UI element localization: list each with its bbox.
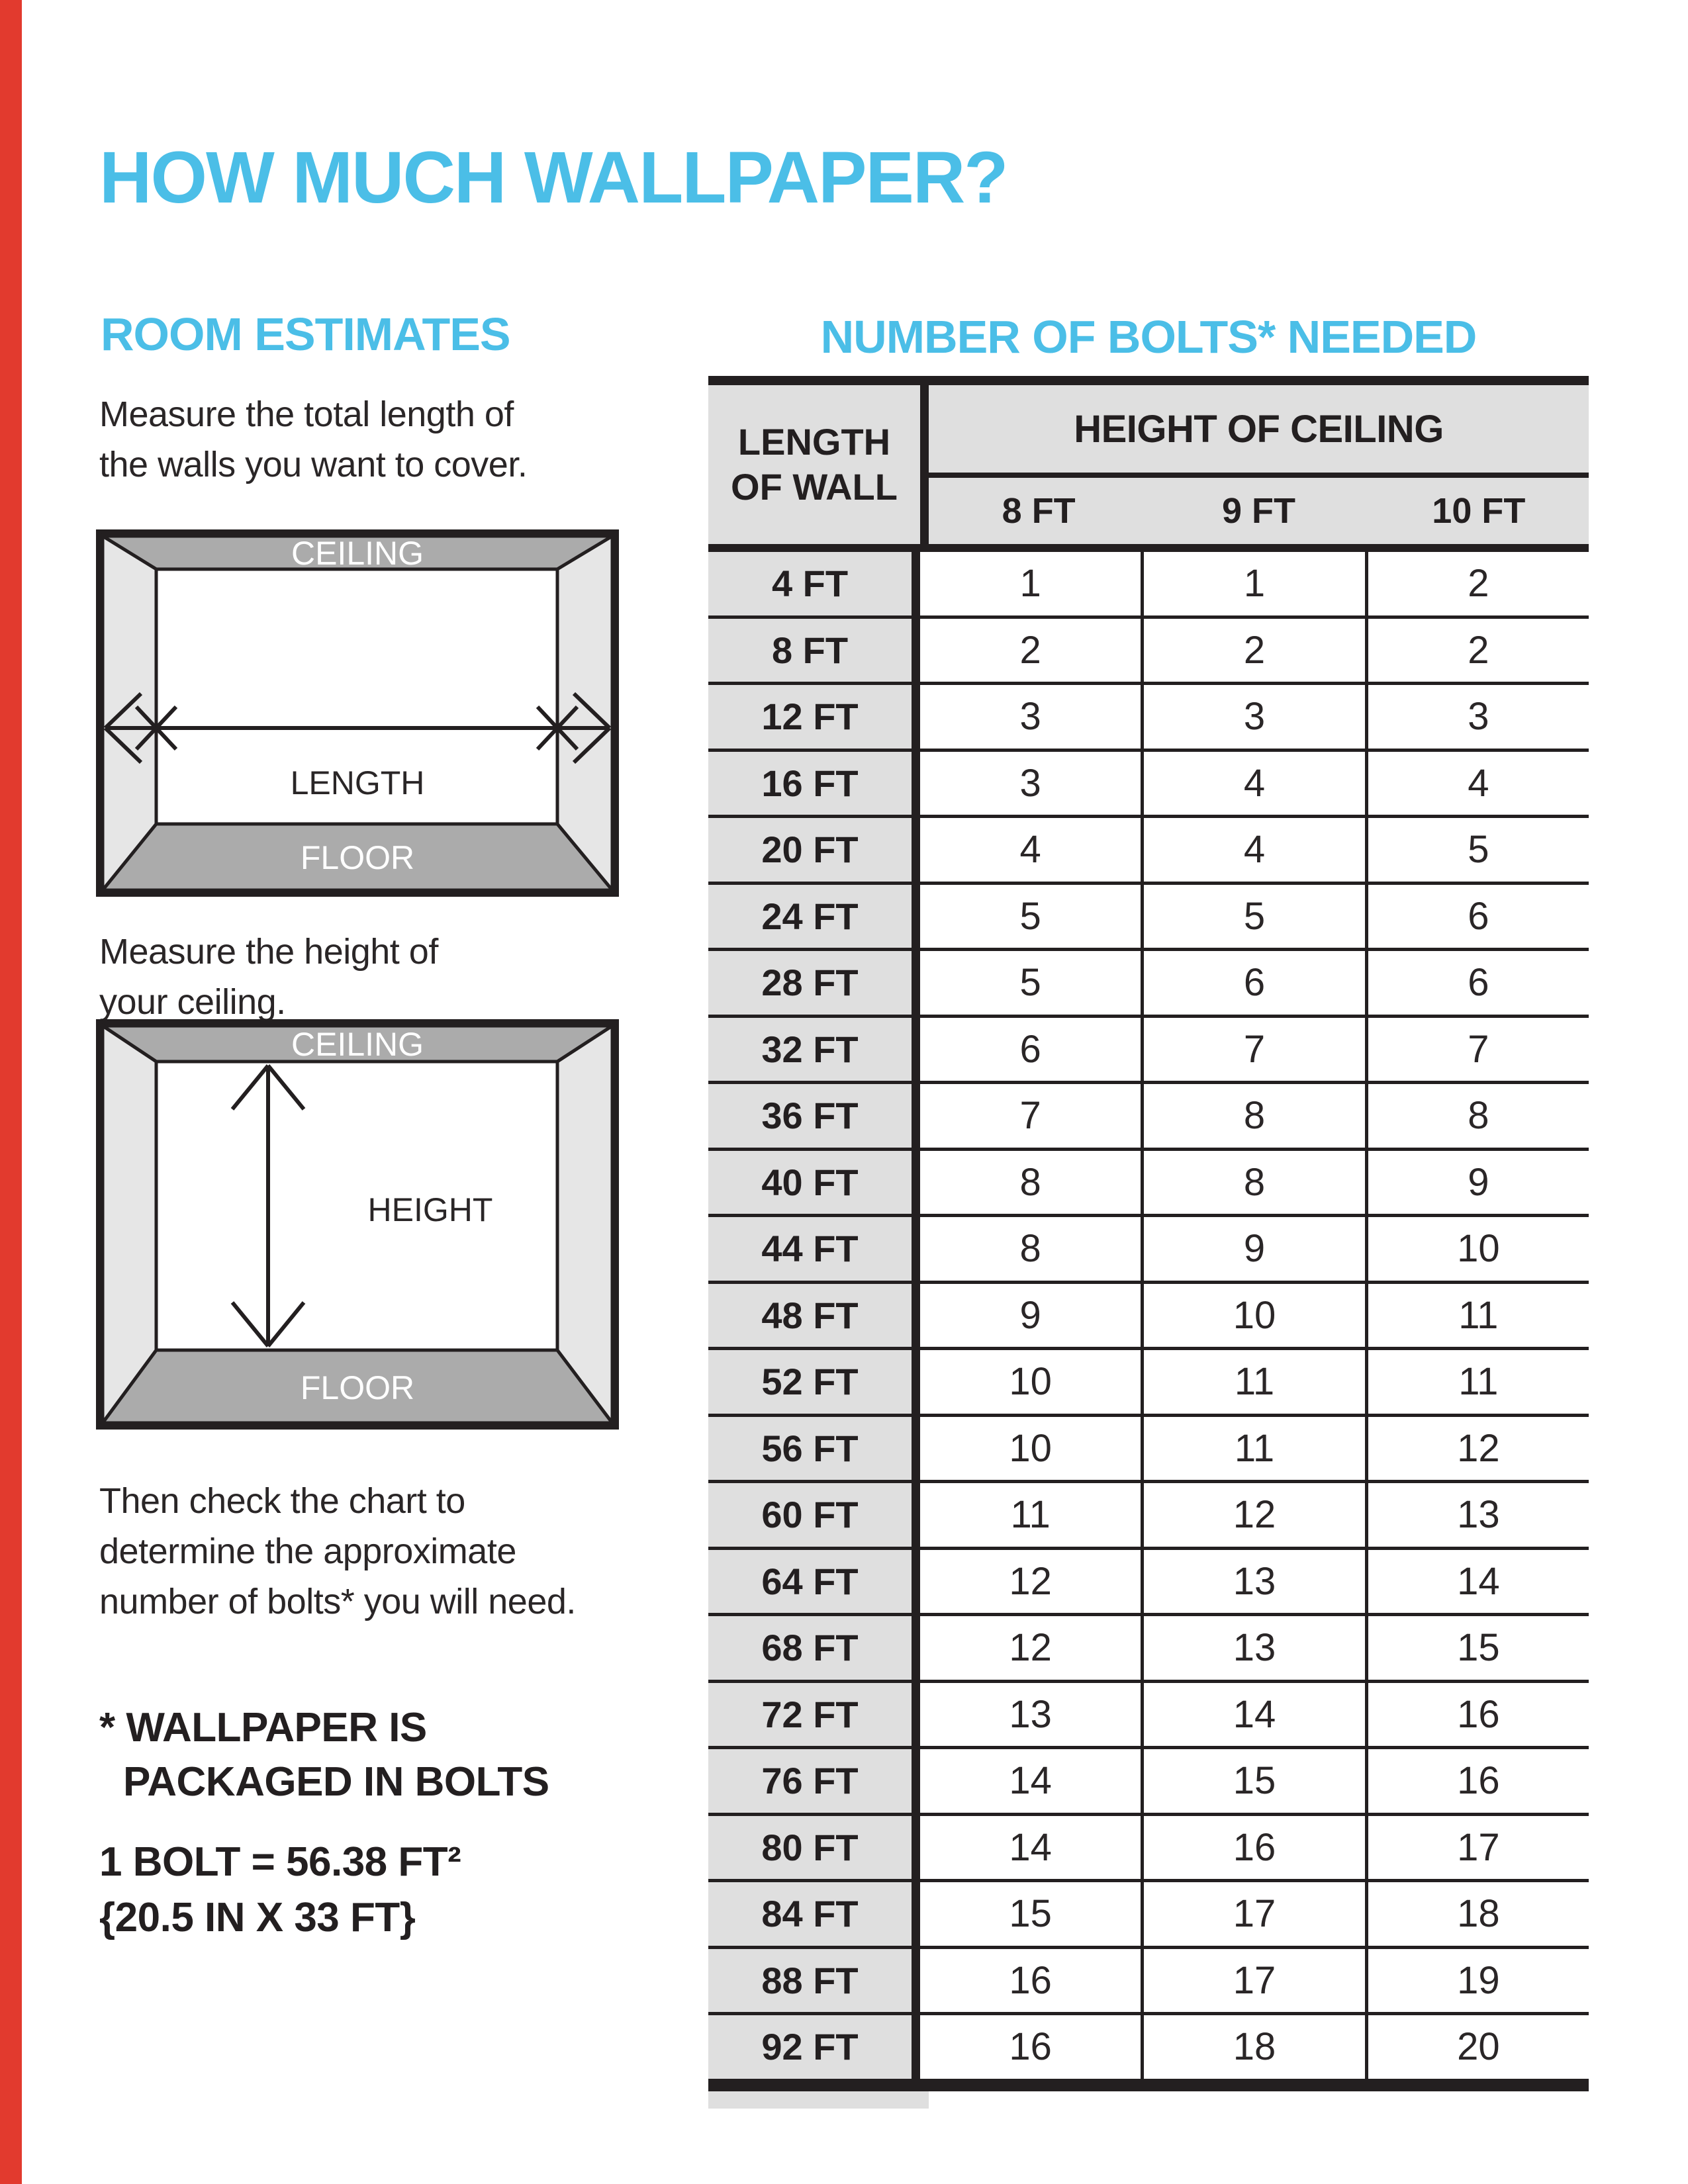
- cell-8ft: 6: [1019, 1027, 1041, 1071]
- cell-8ft: 7: [1019, 1094, 1041, 1138]
- table-row: [708, 1882, 1589, 1949]
- cell-8ft: 3: [1019, 761, 1041, 805]
- cell-10ft: 11: [1365, 1350, 1589, 1414]
- cell-8ft: 9: [1019, 1293, 1041, 1337]
- row-wall-label: 40 FT: [708, 1151, 920, 1214]
- table-row: [708, 1949, 1589, 2016]
- row-wall-label: 52 FT: [708, 1350, 920, 1414]
- table-row: [708, 1350, 1589, 1417]
- table-row: [708, 818, 1589, 885]
- col-header-10ft: 10 FT: [1432, 491, 1526, 531]
- cell-8ft: 5: [1019, 961, 1041, 1005]
- bolt-size-line: 1 BOLT = 56.38 FT²: [99, 1839, 461, 1885]
- cell-10ft: 3: [1365, 685, 1589, 749]
- row-wall-label: 76 FT: [708, 1749, 920, 1813]
- cell-9ft: 18: [1141, 2015, 1364, 2079]
- cell-10ft: 19: [1365, 1949, 1589, 2013]
- bolts-needed-heading: NUMBER OF BOLTS* NEEDED: [820, 311, 1477, 363]
- right-wall: [557, 1026, 612, 1423]
- table-row: [708, 1417, 1589, 1484]
- cell-9ft: 11: [1141, 1417, 1364, 1480]
- footnote-line: * WALLPAPER IS: [99, 1705, 427, 1751]
- cell-8ft: 14: [1009, 1759, 1052, 1803]
- instruction-line: Measure the total length of: [99, 394, 514, 434]
- instruction-line: determine the approximate: [99, 1531, 516, 1571]
- cell-10ft: 7: [1365, 1018, 1589, 1081]
- table-row: [708, 1284, 1589, 1351]
- row-wall-label: 20 FT: [708, 818, 920, 882]
- table-row: [708, 1151, 1589, 1218]
- cell-9ft: 7: [1141, 1018, 1364, 1081]
- table-bottom-bar: [708, 2082, 1589, 2091]
- cell-9ft: 2: [1141, 619, 1364, 682]
- cell-9ft: 1: [1141, 552, 1364, 615]
- cell-9ft: 4: [1141, 752, 1364, 815]
- instruction-line: Then check the chart to: [99, 1481, 465, 1521]
- table-row: [708, 951, 1589, 1018]
- left-column-stub: [708, 2091, 929, 2109]
- cell-8ft: 8: [1019, 1160, 1041, 1204]
- cell-8ft: 3: [1019, 695, 1041, 739]
- table-row: [708, 1749, 1589, 1816]
- cell-9ft: 15: [1141, 1749, 1364, 1813]
- ceiling-label: CEILING: [291, 535, 424, 572]
- header-line: OF WALL: [731, 466, 898, 508]
- cell-8ft: 4: [1019, 828, 1041, 872]
- floor-label: FLOOR: [300, 1369, 415, 1406]
- cell-9ft: 4: [1141, 818, 1364, 882]
- cell-8ft: 16: [1009, 1958, 1052, 2002]
- length-label: LENGTH: [290, 764, 425, 801]
- table-row: [708, 619, 1589, 686]
- cell-10ft: 18: [1365, 1882, 1589, 1946]
- instruction-measure-height: [99, 927, 438, 1027]
- ceiling-height-columns: [929, 478, 1589, 544]
- room-height-diagram: [96, 1019, 619, 1430]
- cell-9ft: 14: [1141, 1683, 1364, 1747]
- cell-8ft: 1: [1019, 562, 1041, 606]
- cell-9ft: 13: [1141, 1550, 1364, 1614]
- table-body: [708, 552, 1589, 2082]
- row-wall-label: 8 FT: [708, 619, 920, 682]
- table-row: [708, 1217, 1589, 1284]
- bolt-size-info: [99, 1835, 461, 1946]
- row-wall-label: 12 FT: [708, 685, 920, 749]
- cell-10ft: 20: [1365, 2015, 1589, 2079]
- header-line: LENGTH: [737, 421, 891, 463]
- cell-10ft: 2: [1365, 552, 1589, 615]
- table-top-bar: [708, 376, 1589, 385]
- cell-9ft: 9: [1141, 1217, 1364, 1281]
- height-label: HEIGHT: [367, 1191, 493, 1228]
- instruction-line: Measure the height of: [99, 932, 438, 972]
- cell-10ft: 16: [1365, 1749, 1589, 1813]
- table-header: [708, 385, 1589, 544]
- page-title: HOW MUCH WALLPAPER?: [99, 136, 1008, 218]
- row-wall-label: 44 FT: [708, 1217, 920, 1281]
- back-wall: [156, 1062, 557, 1350]
- instruction-line: number of bolts* you will need.: [99, 1582, 576, 1621]
- table-row: [708, 1084, 1589, 1151]
- bolts-table: [708, 376, 1589, 2109]
- row-wall-label: 92 FT: [708, 2015, 920, 2079]
- cell-10ft: 11: [1365, 1284, 1589, 1347]
- cell-10ft: 6: [1365, 885, 1589, 948]
- cell-10ft: 17: [1365, 1816, 1589, 1880]
- cell-8ft: 8: [1019, 1227, 1041, 1271]
- cell-9ft: 6: [1141, 951, 1364, 1015]
- cell-9ft: 10: [1141, 1284, 1364, 1347]
- cell-10ft: 12: [1365, 1417, 1589, 1480]
- row-wall-label: 64 FT: [708, 1550, 920, 1614]
- cell-10ft: 6: [1365, 951, 1589, 1015]
- length-of-wall-header: [708, 385, 929, 544]
- cell-8ft: 14: [1009, 1825, 1052, 1869]
- cell-10ft: 13: [1365, 1483, 1589, 1547]
- cell-10ft: 9: [1365, 1151, 1589, 1214]
- cell-10ft: 8: [1365, 1084, 1589, 1148]
- row-wall-label: 88 FT: [708, 1949, 920, 2013]
- table-row: [708, 685, 1589, 752]
- cell-10ft: 15: [1365, 1616, 1589, 1680]
- instruction-line: your ceiling.: [99, 982, 286, 1022]
- row-wall-label: 48 FT: [708, 1284, 920, 1347]
- row-wall-label: 16 FT: [708, 752, 920, 815]
- table-row: [708, 1483, 1589, 1550]
- cell-8ft: 12: [1009, 1626, 1052, 1670]
- row-wall-label: 28 FT: [708, 951, 920, 1015]
- instruction-measure-length: [99, 389, 527, 490]
- cell-8ft: 2: [1019, 628, 1041, 672]
- cell-9ft: 16: [1141, 1816, 1364, 1880]
- cell-9ft: 13: [1141, 1616, 1364, 1680]
- row-wall-label: 84 FT: [708, 1882, 920, 1946]
- row-wall-label: 72 FT: [708, 1683, 920, 1747]
- table-row: [708, 752, 1589, 819]
- table-row: [708, 1683, 1589, 1750]
- table-row: [708, 1616, 1589, 1683]
- instruction-line: the walls you want to cover.: [99, 445, 528, 484]
- col-header-8ft: 8 FT: [1002, 491, 1076, 531]
- ceiling-height-header-group: [929, 385, 1589, 544]
- row-wall-label: 4 FT: [708, 552, 920, 615]
- table-row: [708, 1816, 1589, 1883]
- floor-label: FLOOR: [300, 839, 415, 876]
- cell-10ft: 14: [1365, 1550, 1589, 1614]
- height-of-ceiling-header: HEIGHT OF CEILING: [929, 385, 1589, 478]
- cell-9ft: 5: [1141, 885, 1364, 948]
- instruction-check-chart: [99, 1476, 576, 1627]
- cell-9ft: 12: [1141, 1483, 1364, 1547]
- left-wall: [103, 1026, 156, 1423]
- room-estimates-heading: ROOM ESTIMATES: [101, 308, 510, 360]
- header-divider-bar: [708, 544, 1589, 552]
- cell-8ft: 12: [1009, 1559, 1052, 1603]
- table-row: [708, 1018, 1589, 1085]
- bolts-footnote: [99, 1701, 549, 1809]
- row-wall-label: 32 FT: [708, 1018, 920, 1081]
- table-row: [708, 885, 1589, 952]
- footnote-line: PACKAGED IN BOLTS: [123, 1759, 549, 1805]
- bolt-size-line: {20.5 IN X 33 FT}: [99, 1895, 416, 1940]
- cell-8ft: 13: [1009, 1692, 1052, 1736]
- cell-8ft: 16: [1009, 2025, 1052, 2069]
- row-wall-label: 60 FT: [708, 1483, 920, 1547]
- table-row: [708, 1550, 1589, 1617]
- ceiling-label: CEILING: [291, 1026, 424, 1063]
- table-row: [708, 2015, 1589, 2082]
- cell-9ft: 3: [1141, 685, 1364, 749]
- left-edge-red-stripe: [0, 0, 22, 2184]
- cell-9ft: 8: [1141, 1084, 1364, 1148]
- cell-9ft: 17: [1141, 1882, 1364, 1946]
- row-wall-label: 56 FT: [708, 1417, 920, 1480]
- room-length-diagram: [96, 529, 619, 897]
- row-wall-label: 68 FT: [708, 1616, 920, 1680]
- row-wall-label: 36 FT: [708, 1084, 920, 1148]
- table-row: [708, 552, 1589, 619]
- col-header-9ft: 9 FT: [1221, 491, 1295, 531]
- cell-10ft: 16: [1365, 1683, 1589, 1747]
- cell-8ft: 10: [1009, 1426, 1052, 1470]
- row-wall-label: 80 FT: [708, 1816, 920, 1880]
- cell-9ft: 17: [1141, 1949, 1364, 2013]
- row-wall-label: 24 FT: [708, 885, 920, 948]
- cell-8ft: 11: [1010, 1493, 1051, 1537]
- cell-8ft: 10: [1009, 1360, 1052, 1404]
- cell-8ft: 15: [1009, 1892, 1052, 1936]
- cell-10ft: 5: [1365, 818, 1589, 882]
- cell-9ft: 11: [1141, 1350, 1364, 1414]
- cell-8ft: 5: [1019, 894, 1041, 938]
- cell-10ft: 10: [1365, 1217, 1589, 1281]
- cell-10ft: 2: [1365, 619, 1589, 682]
- cell-9ft: 8: [1141, 1151, 1364, 1214]
- cell-10ft: 4: [1365, 752, 1589, 815]
